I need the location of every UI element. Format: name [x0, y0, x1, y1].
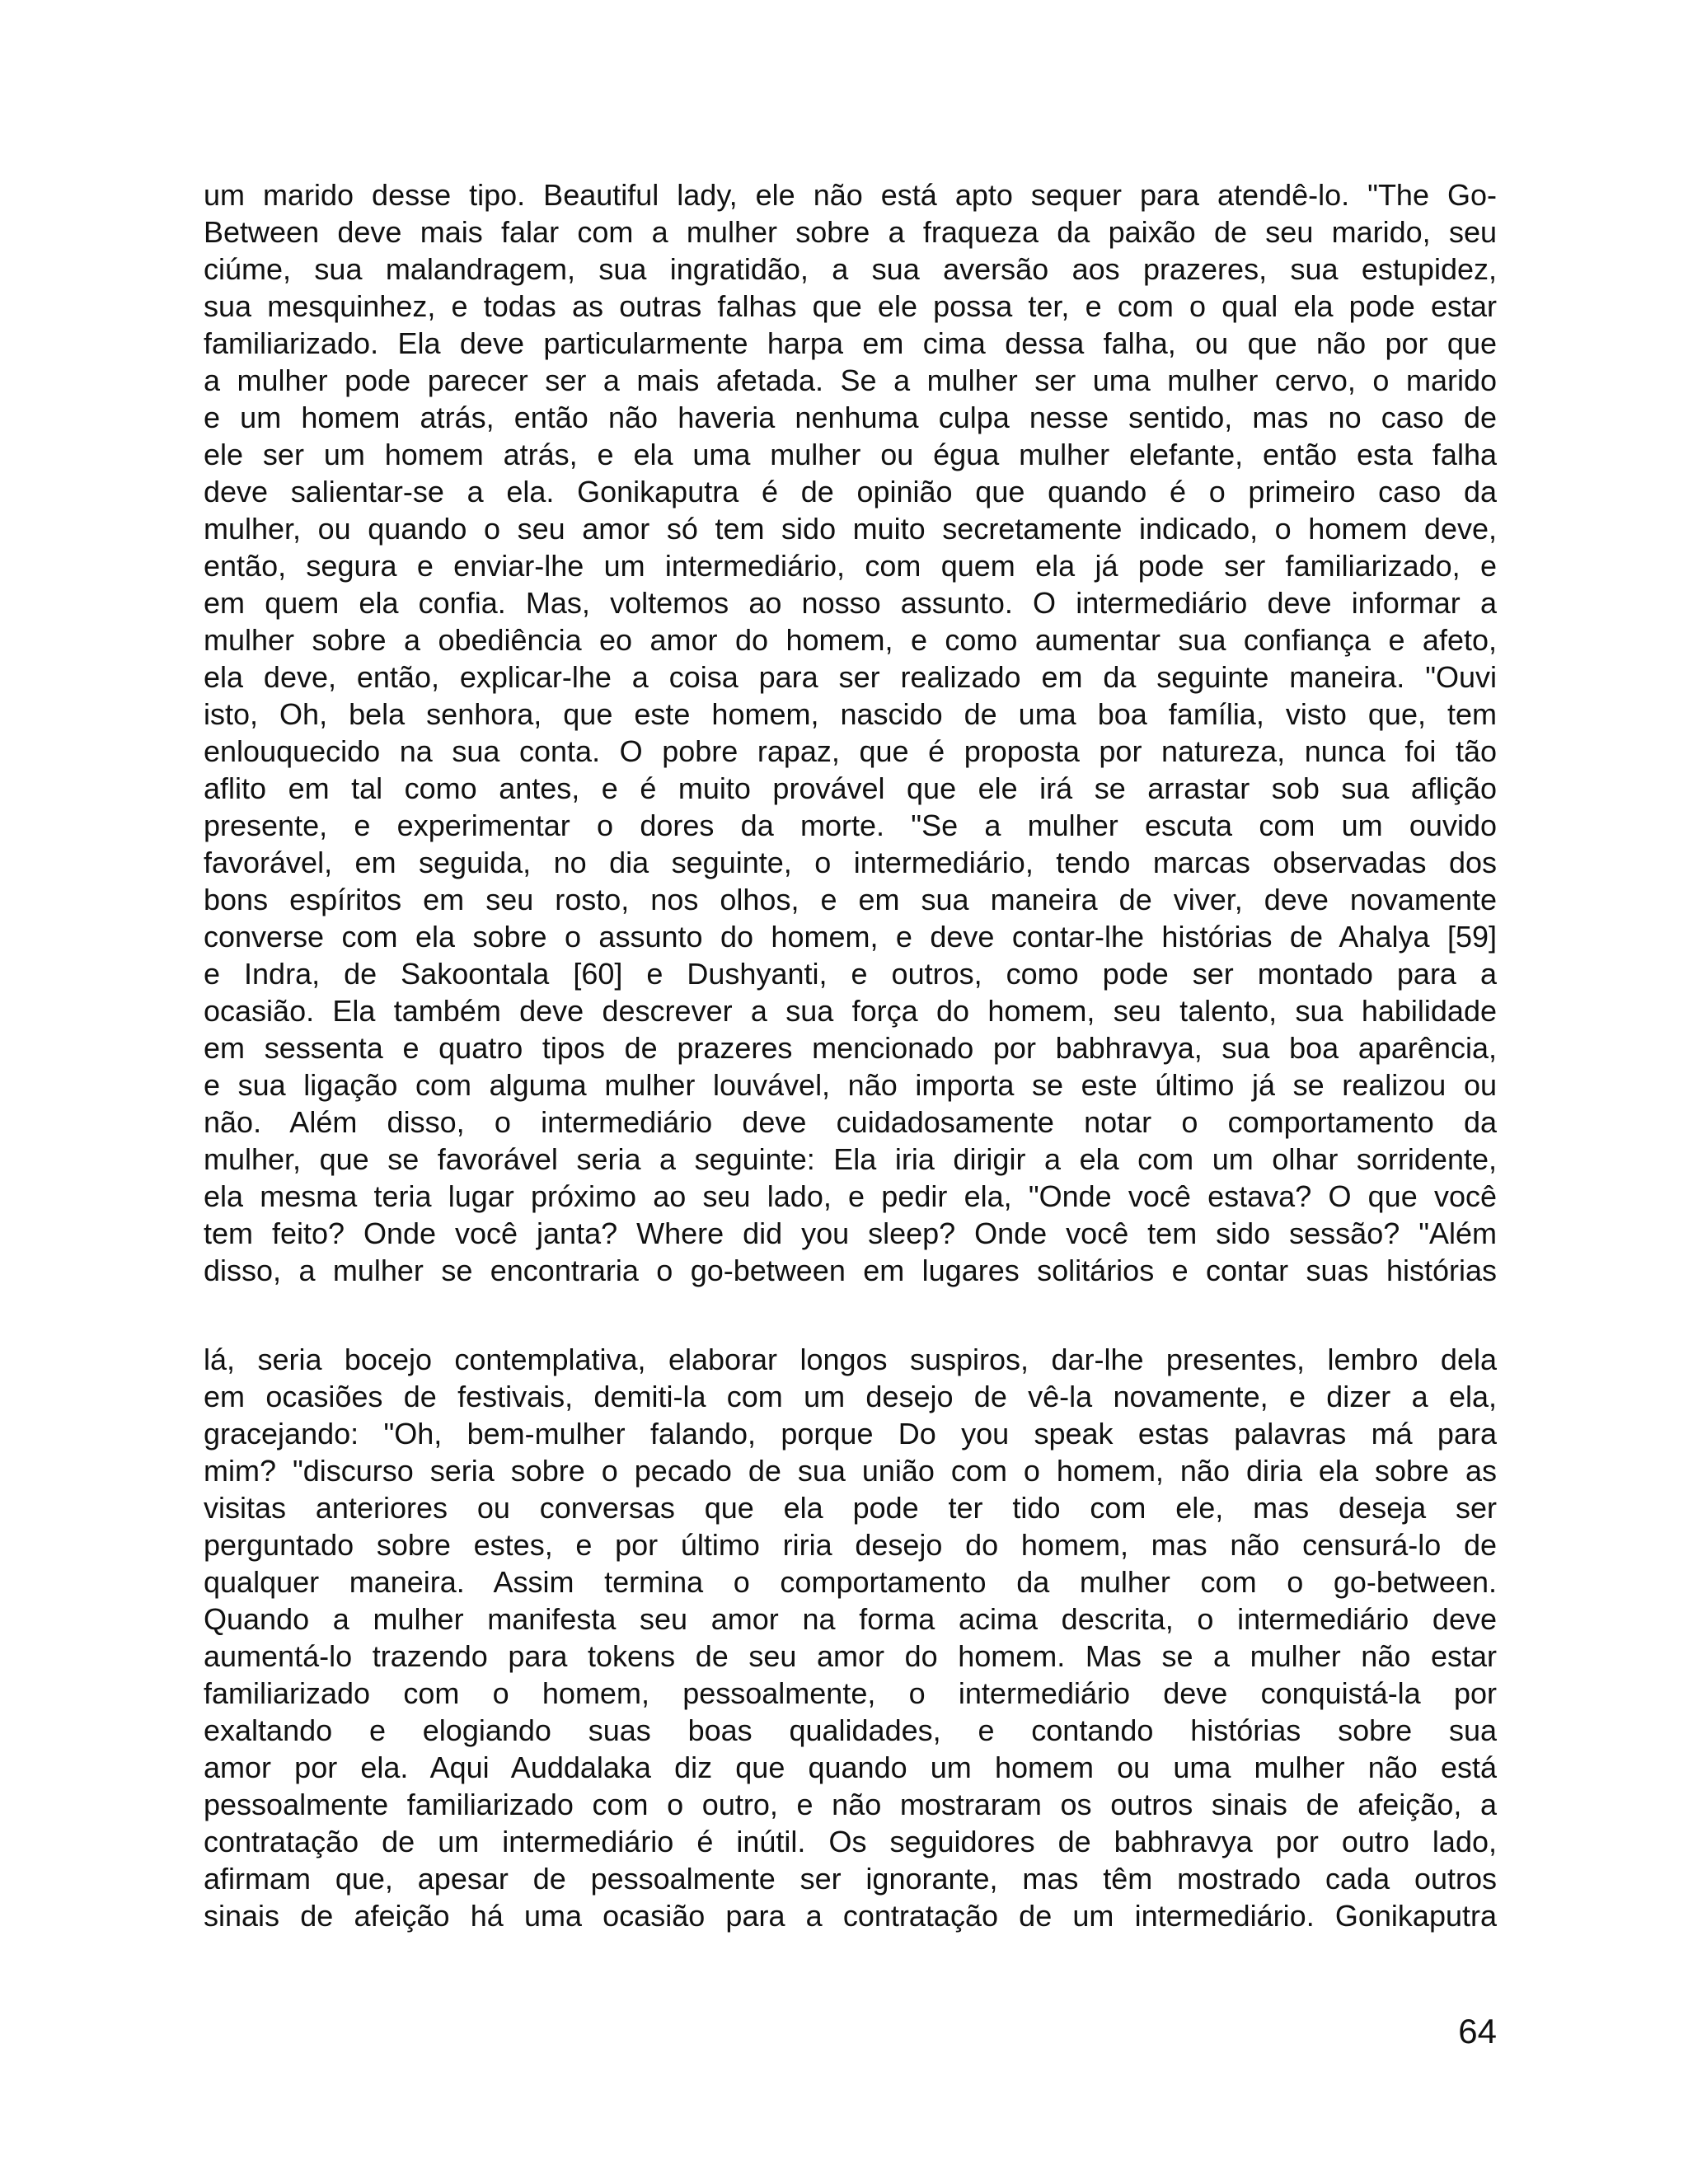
text-line: e Indra, de Sakoontala [60] e Dushyanti, e outros, como pode ser montado para a [204, 957, 1497, 991]
text-line: Between deve mais falar com a mulher sobre a fraqueza da paixão de seu marido, seu [204, 215, 1497, 249]
text-line: familiarizado com o homem, pessoalmente, o intermediário deve conquistá-la por [204, 1676, 1497, 1710]
text-line: mulher, ou quando o seu amor só tem sido muito secretamente indicado, o homem deve, [204, 512, 1497, 546]
text-line: ela mesma teria lugar próximo ao seu lado, e pedir ela, "Onde você estava? O que você [204, 1179, 1497, 1213]
text-line: gracejando: "Oh, bem-mulher falando, porque Do you speak estas palavras má para [204, 1417, 1497, 1451]
text-line: em sessenta e quatro tipos de prazeres mencionado por babhravya, sua boa aparência, [204, 1031, 1497, 1065]
text-line: presente, e experimentar o dores da morte. "Se a mulher escuta com um ouvido [204, 808, 1497, 842]
text-line: afirmam que, apesar de pessoalmente ser ignorante, mas têm mostrado cada outros [204, 1862, 1497, 1896]
text-line: a mulher pode parecer ser a mais afetada. Se a mulher ser uma mulher cervo, o marido [204, 363, 1497, 397]
text-line: então, segura e enviar-lhe um intermediário, com quem ela já pode ser familiarizado, e [204, 549, 1497, 583]
text-line: sua mesquinhez, e todas as outras falhas que ele possa ter, e com o qual ela pode estar [204, 289, 1497, 323]
text-line: ele ser um homem atrás, e ela uma mulher ou égua mulher elefante, então esta falha [204, 438, 1497, 471]
text-line: perguntado sobre estes, e por último riria desejo do homem, mas não censurá-lo de [204, 1528, 1497, 1562]
text-line: amor por ela. Aqui Auddalaka diz que quando um homem ou uma mulher não está [204, 1750, 1497, 1784]
text-line: pessoalmente familiarizado com o outro, e não mostraram os outros sinais de afeição, a [204, 1788, 1497, 1821]
paragraph-block [204, 1341, 1497, 1934]
text-line: qualquer maneira. Assim termina o comportamento da mulher com o go-between. [204, 1565, 1497, 1599]
text-line: lá, seria bocejo contemplativa, elaborar longos suspiros, dar-lhe presentes, lembro dela [204, 1343, 1497, 1376]
text-line: mulher sobre a obediência eo amor do homem, e como aumentar sua confiança e afeto, [204, 623, 1497, 657]
text-line: um marido desse tipo. Beautiful lady, ele não está apto sequer para atendê-lo. "The Go- [204, 178, 1497, 212]
text-line: converse com ela sobre o assunto do homem, e deve contar-lhe histórias de Ahalya [59] [204, 920, 1497, 954]
text-line: disso, a mulher se encontraria o go-between em lugares solitários e contar suas histórias [204, 1254, 1497, 1287]
text-line: sinais de afeição há uma ocasião para a contratação de um intermediário. Gonikaputra [204, 1899, 1497, 1933]
text-line: exaltando e elogiando suas boas qualidades, e contando histórias sobre sua [204, 1713, 1497, 1747]
text-line: enlouquecido na sua conta. O pobre rapaz, que é proposta por natureza, nunca foi tão [204, 734, 1497, 768]
text-line: aflito em tal como antes, e é muito provável que ele irá se arrastar sob sua aflição [204, 771, 1497, 805]
text-line: e um homem atrás, então não haveria nenhuma culpa nesse sentido, mas no caso de [204, 401, 1497, 434]
text-line: não. Além disso, o intermediário deve cuidadosamente notar o comportamento da [204, 1105, 1497, 1139]
text-line: mim? "discurso seria sobre o pecado de sua união com o homem, não diria ela sobre as [204, 1454, 1497, 1488]
text-line: familiarizado. Ela deve particularmente harpa em cima dessa falha, ou que não por que [204, 326, 1497, 360]
text-line: visitas anteriores ou conversas que ela pode ter tido com ele, mas deseja ser [204, 1491, 1497, 1525]
text-line: tem feito? Onde você janta? Where did you sleep? Onde você tem sido sessão? "Além [204, 1216, 1497, 1250]
text-line: deve salientar-se a ela. Gonikaputra é de opinião que quando é o primeiro caso da [204, 475, 1497, 509]
text-line: mulher, que se favorável seria a seguinte: Ela iria dirigir a ela com um olhar sorridente, [204, 1142, 1497, 1176]
text-line: ciúme, sua malandragem, sua ingratidão, a sua aversão aos prazeres, sua estupidez, [204, 252, 1497, 286]
page-number: 64 [1458, 2012, 1497, 2050]
text-line: em ocasiões de festivais, demiti-la com um desejo de vê-la novamente, e dizer a ela, [204, 1380, 1497, 1413]
paragraph-block [204, 176, 1497, 1289]
text-line: isto, Oh, bela senhora, que este homem, nascido de uma boa família, visto que, tem [204, 697, 1497, 731]
text-line: ela deve, então, explicar-lhe a coisa para ser realizado em da seguinte maneira. "Ouvi [204, 660, 1497, 694]
text-line: favorável, em seguida, no dia seguinte, o intermediário, tendo marcas observadas dos [204, 846, 1497, 879]
text-line: bons espíritos em seu rosto, nos olhos, e em sua maneira de viver, deve novamente [204, 883, 1497, 916]
text-line: em quem ela confia. Mas, voltemos ao nosso assunto. O intermediário deve informar a [204, 586, 1497, 620]
text-line: aumentá-lo trazendo para tokens de seu amor do homem. Mas se a mulher não estar [204, 1639, 1497, 1673]
text-line: contratação de um intermediário é inútil. Os seguidores de babhravya por outro lado, [204, 1825, 1497, 1858]
text-line: ocasião. Ela também deve descrever a sua força do homem, seu talento, sua habilidade [204, 994, 1497, 1028]
text-line: e sua ligação com alguma mulher louvável, não importa se este último já se realizou ou [204, 1068, 1497, 1102]
text-line: Quando a mulher manifesta seu amor na forma acima descrita, o intermediário deve [204, 1602, 1497, 1636]
